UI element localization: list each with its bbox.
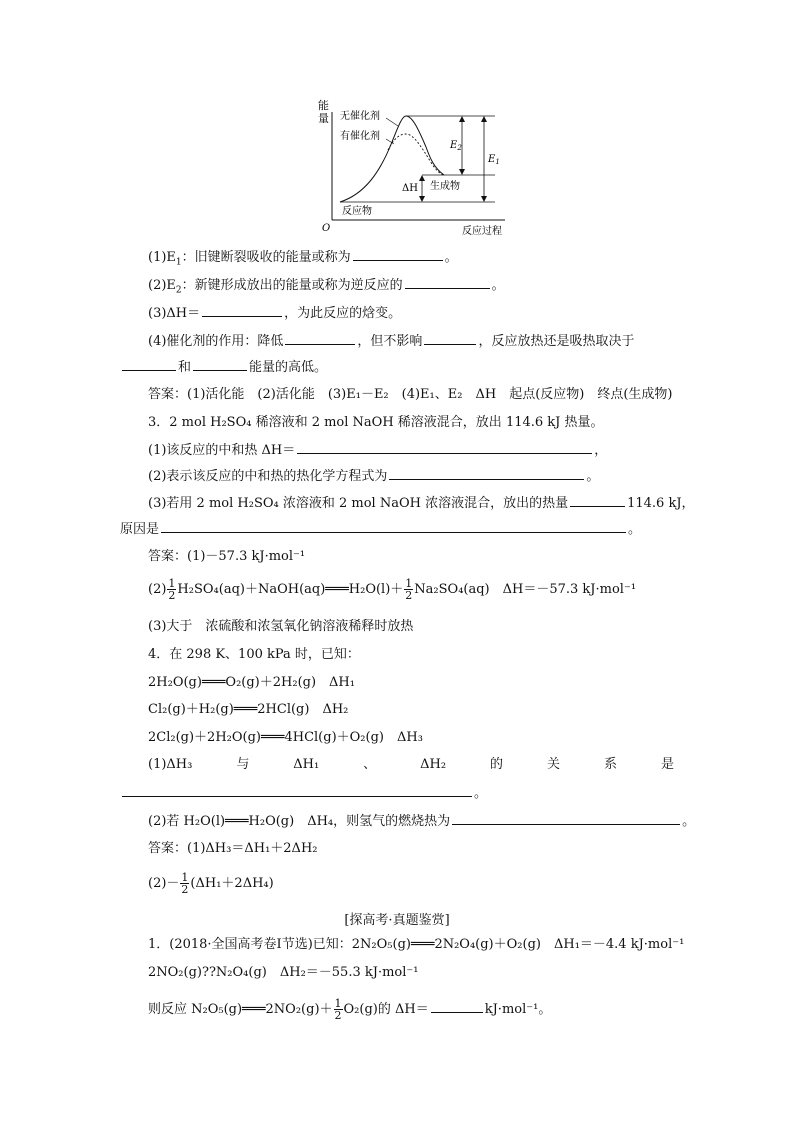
- q4-p1-word: 的: [490, 757, 504, 772]
- q2-p3-blank[interactable]: [202, 304, 282, 317]
- fraction-denominator: 2: [334, 1009, 342, 1022]
- q2-p3-prefix: (3)ΔH＝: [148, 306, 201, 321]
- q4-p2-end: 。: [682, 814, 696, 829]
- fraction-numerator: 1: [168, 577, 176, 590]
- q4-part1: [148, 756, 674, 774]
- q2-p4-blank1[interactable]: [285, 332, 355, 345]
- q5-line3: [148, 998, 551, 1021]
- reactant-label: 反应物: [342, 206, 372, 217]
- q4-p1-word: ΔH₂: [420, 757, 447, 772]
- e2-label: $E_2$: [450, 140, 462, 152]
- y-axis-label-1: 能: [318, 99, 329, 112]
- e1-label: $E_1$: [488, 154, 500, 166]
- e2-arrow-head-top: [459, 116, 465, 122]
- q4-p1-word: 系: [603, 757, 617, 772]
- fraction-denominator: 2: [168, 589, 176, 602]
- q5-line2: 2NO₂(g)??N₂O₄(g) ΔH₂＝－55.3 kJ·mol⁻¹: [148, 965, 419, 980]
- dh-arrow-head-bottom: [419, 196, 425, 202]
- q2-p4-c: ，反应放热还是吸热取决于: [478, 334, 635, 349]
- q2-part3: [148, 304, 401, 323]
- q3-p1-text: (1)该反应的中和热 ΔH＝: [148, 443, 296, 458]
- origin-label: O: [322, 223, 331, 234]
- q5-blank[interactable]: [431, 1000, 483, 1013]
- q3-p3-end: 。: [628, 522, 642, 537]
- q4-part1-cont: [120, 784, 487, 803]
- q2-p2-blank[interactable]: [405, 276, 490, 289]
- no-catalyst-label: 无催化剂: [340, 111, 380, 122]
- q2-p4-blank2[interactable]: [424, 332, 476, 345]
- q3-p2-end: 。: [586, 469, 600, 484]
- q4-p1-blank[interactable]: [122, 784, 472, 797]
- q4-ans2-expr: (ΔH₁＋2ΔH₄): [190, 876, 274, 891]
- e1-arrow-head-bottom: [481, 196, 487, 202]
- q3-part1: [148, 441, 607, 460]
- q4-part2: [148, 812, 695, 831]
- q3-ans2-end: Na₂SO₄(aq) ΔH＝－57.3 kJ·mol⁻¹: [414, 582, 637, 597]
- q5-line3-c: kJ·mol⁻¹。: [484, 1002, 552, 1017]
- q4-p1-word: 、: [363, 757, 377, 772]
- q4-p1-end: 。: [474, 786, 488, 801]
- q3-answer3: (3)大于 浓硫酸和浓氢氧化钠溶液稀释时放热: [148, 619, 414, 634]
- q2-p1-sub: 1: [175, 257, 182, 268]
- q4-p1-word: 与: [236, 757, 250, 772]
- q4-eq1: 2H₂O(g)═══O₂(g)＋2H₂(g) ΔH₁: [148, 675, 355, 690]
- fraction-numerator: 1: [181, 871, 189, 884]
- catalyst-curve: [388, 134, 444, 175]
- q2-p4-a: (4)催化剂的作用：降低: [148, 334, 284, 349]
- q3-title: 3．2 mol H₂SO₄ 稀溶液和 2 mol NaOH 稀溶液混合，放出 114.6 kJ 热量。: [148, 415, 604, 430]
- q3-p3-reason: 原因是: [120, 522, 160, 537]
- q3-p3-text: (3)若用 2 mol H₂SO₄ 浓溶液和 2 mol NaOH 浓溶液混合，放出的热量: [148, 496, 569, 511]
- q3-answer1: 答案：(1)－57.3 kJ·mol⁻¹: [148, 549, 306, 564]
- q4-p1-word: 是: [660, 757, 674, 772]
- half-fraction-3: [180, 872, 189, 895]
- section-title: [探高考·真题鉴赏]: [344, 913, 450, 928]
- q4-ans2-prefix: (2)－: [148, 876, 180, 891]
- q3-p2-text: (2)表示该反应的中和热的热化学方程式为: [148, 469, 388, 484]
- q3-part2: [148, 467, 599, 486]
- q2-p2-text: ：新键形成放出的能量或称为逆反应的: [181, 278, 403, 293]
- product-label: 生成物: [430, 181, 460, 192]
- fraction-denominator: 2: [181, 883, 189, 896]
- q4-p2-text: (2)若 H₂O(l)═══H₂O(g) ΔH₄，则氢气的燃烧热为: [148, 814, 451, 829]
- fraction-denominator: 2: [405, 589, 413, 602]
- no-catalyst-pointer: [386, 118, 398, 126]
- q2-answer: 答案：(1)活化能 (2)活化能 (3)E₁－E₂ (4)E₁、E₂ ΔH 起点(反应物) 终点(生成物): [148, 387, 673, 402]
- q4-eq2: Cl₂(g)＋H₂(g)═══2HCl(g) ΔH₂: [148, 702, 349, 717]
- q2-p2-prefix: (2)E: [148, 278, 176, 293]
- dh-arrow-head-top: [419, 175, 425, 181]
- energy-diagram: [310, 92, 525, 240]
- q4-title: 4．在 298 K、100 kPa 时，已知：: [148, 647, 360, 662]
- q3-p1-blank[interactable]: [297, 441, 592, 454]
- q5-line3-b: O₂(g)的 ΔH＝: [343, 1002, 429, 1017]
- q2-p2-sub: 2: [175, 285, 182, 296]
- half-fraction-2: [404, 578, 413, 601]
- q2-p1-text: ：旧键断裂吸收的能量或称为: [181, 250, 351, 265]
- q2-p2-end: 。: [491, 278, 505, 293]
- q2-part4: [148, 332, 634, 351]
- q2-p4-b: ，但不影响: [357, 334, 423, 349]
- q3-ans2-mid: H₂SO₄(aq)＋NaOH(aq)═══H₂O(l)＋: [177, 582, 404, 597]
- fraction-numerator: 1: [334, 997, 342, 1010]
- q2-part1: [148, 248, 458, 272]
- q4-answer2: [148, 872, 274, 895]
- q4-answer1: 答案：(1)ΔH₃＝ΔH₁＋2ΔH₂: [148, 841, 318, 856]
- q3-p3-blank[interactable]: [570, 494, 625, 507]
- q2-p4-blank4[interactable]: [193, 358, 247, 371]
- q4-p1-word: (1)ΔH₃: [148, 757, 193, 772]
- q3-ans2-prefix: (2): [148, 582, 167, 597]
- q3-p2-blank[interactable]: [389, 467, 584, 480]
- q3-part3: [148, 494, 695, 513]
- y-axis-label-2: 量: [318, 112, 329, 125]
- q2-p4-d: 和: [178, 360, 192, 375]
- q3-p3-value: 114.6 kJ，: [627, 496, 695, 511]
- q5-line3-a: 则反应 N₂O₅(g)═══2NO₂(g)＋: [148, 1002, 333, 1017]
- q4-p2-blank[interactable]: [452, 812, 680, 825]
- dh-label: ΔH: [402, 183, 418, 194]
- with-catalyst-label: 有催化剂: [340, 131, 380, 142]
- q4-p1-word: 关: [547, 757, 561, 772]
- q3-p1-end: ，: [594, 443, 608, 458]
- half-fraction: [167, 578, 176, 601]
- q4-p1-word: ΔH₁: [293, 757, 320, 772]
- q2-p1-prefix: (1)E: [148, 250, 176, 265]
- q4-eq3: 2Cl₂(g)＋2H₂O(g)═══4HCl(g)＋O₂(g) ΔH₃: [148, 730, 423, 745]
- q2-part4-cont: [120, 358, 327, 377]
- x-axis-label: 反应过程: [462, 226, 502, 237]
- e2-arrow-head-bottom: [459, 169, 465, 175]
- q2-p1-blank[interactable]: [353, 248, 443, 261]
- q2-part2: [148, 276, 505, 300]
- half-fraction-4: [334, 998, 343, 1021]
- q2-p4-blank3[interactable]: [122, 358, 176, 371]
- fraction-numerator: 1: [405, 577, 413, 590]
- q2-p3-text: ，为此反应的焓变。: [284, 306, 402, 321]
- q3-part3-cont: [120, 520, 641, 539]
- q2-p4-e: 能量的高低。: [249, 360, 328, 375]
- q5-line1: 1．(2018·全国高考卷Ⅰ节选)已知：2N₂O₅(g)═══2N₂O₄(g)＋O₂(g) ΔH₁＝－4.4 kJ·mol⁻¹: [148, 937, 685, 952]
- q3-p3-reason-blank[interactable]: [161, 520, 626, 533]
- e1-arrow-head-top: [481, 116, 487, 122]
- q2-p1-end: 。: [444, 250, 458, 265]
- q3-answer2: [148, 578, 636, 601]
